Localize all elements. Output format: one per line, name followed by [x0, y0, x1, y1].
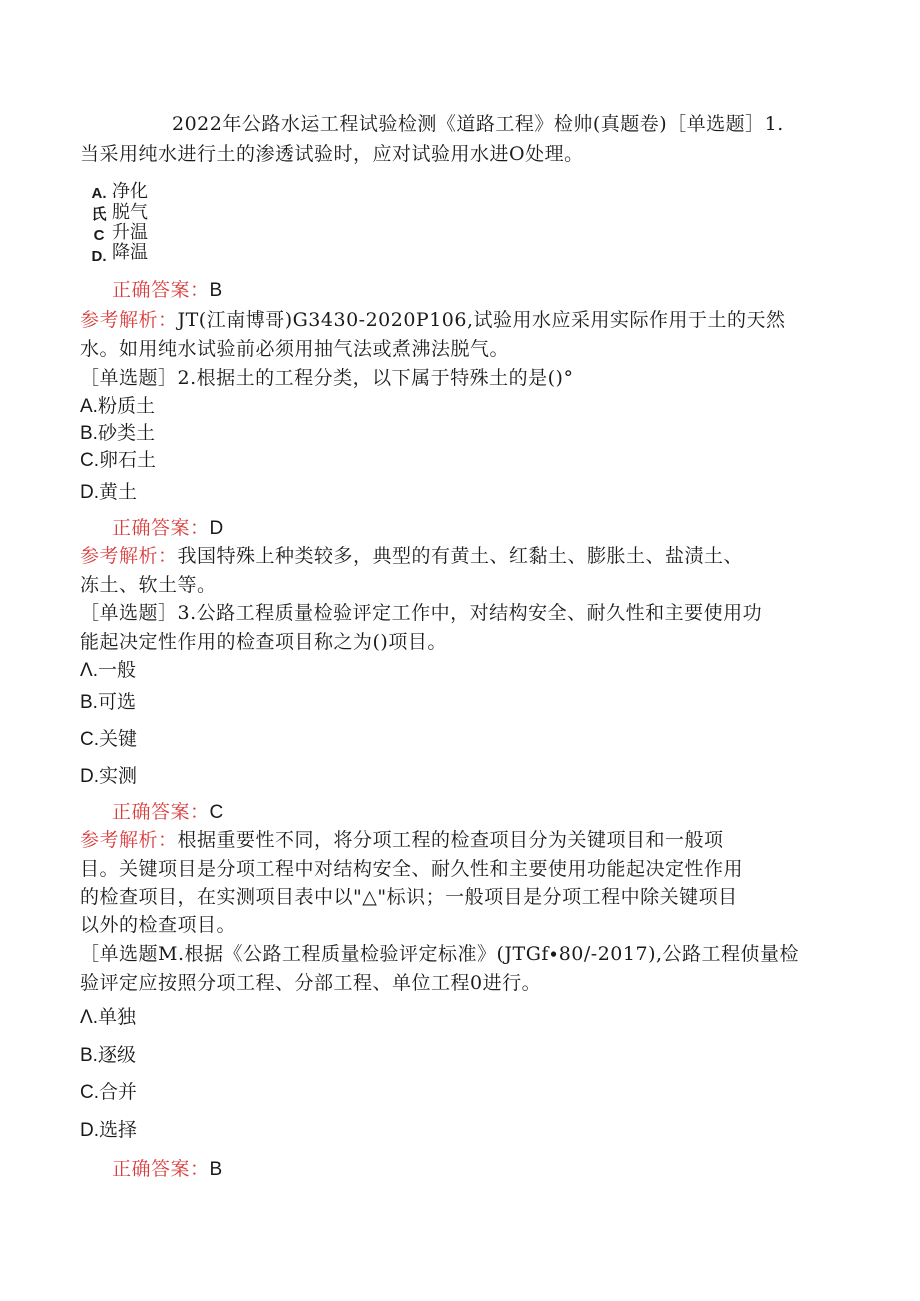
q2-option-c: [80, 446, 156, 475]
q2-analysis-line-2: 冻土、软土等。: [80, 574, 217, 596]
q3-option-d-text: 实测: [99, 765, 138, 787]
document-title-line-1: 2022年公路水运工程试验检测《道路工程》检帅(真题卷)［单选题］1.: [172, 113, 784, 135]
q3-option-c-text: 关键: [99, 728, 138, 750]
q3-option-b: [80, 688, 136, 717]
q1-option-a-text: 净化: [112, 181, 148, 202]
q2-option-c-text: 卵石土: [99, 449, 157, 471]
q4-option-a: [80, 1003, 136, 1032]
q3-analysis-line-3: 的检查项目，在实测项目表中以"△"标识；一般项目是分项工程中除关键项目: [80, 886, 738, 908]
q4-option-a-key: Λ.: [80, 1007, 98, 1028]
q1-option-b-key: 氏: [91, 206, 107, 223]
q4-option-b: [80, 1041, 136, 1070]
question-3-stem-line-1: ［单选题］3.公路工程质量检验评定工作中，对结构安全、耐久性和主要使用功: [80, 602, 763, 624]
q4-option-b-text: 逐级: [97, 1044, 136, 1066]
q4-option-c: [80, 1078, 137, 1107]
q2-option-b-key: B.: [80, 423, 98, 444]
q4-option-d-key: D.: [80, 1120, 99, 1141]
q1-correct-answer: [112, 276, 223, 305]
q4-answer-label: 正确答案：: [112, 1158, 210, 1180]
q2-option-d-key: D.: [80, 482, 99, 503]
q3-option-d-key: D.: [80, 766, 99, 787]
q4-option-c-text: 合并: [99, 1081, 138, 1103]
q1-analysis-line-2: 水。如用纯水试验前必须用抽气法或煮沸法脱气。: [80, 338, 510, 360]
question-1-stem: 当采用纯水进行土的渗透试验时，应对试验用水进O处理。: [80, 143, 584, 165]
q2-answer-label: 正确答案：: [112, 517, 210, 539]
question-1-option-keys: [88, 183, 110, 267]
q4-option-d: [80, 1116, 137, 1145]
q2-option-c-key: C.: [80, 450, 99, 471]
q3-option-c: [80, 725, 137, 754]
q3-analysis-label: 参考解析：: [80, 829, 178, 851]
q3-analysis-text-1: 根据重要性不同，将分项工程的检查项目分为关键项目和一般项: [177, 829, 724, 851]
q4-option-c-key: C.: [80, 1082, 99, 1103]
q1-answer-value: B: [209, 280, 223, 301]
question-3-stem-line-2: 能起决定性作用的检查项目称之为()项目。: [80, 631, 447, 653]
q4-correct-answer: [112, 1155, 223, 1184]
q1-analysis-label: 参考解析：: [80, 309, 178, 331]
q1-answer-label: 正确答案：: [112, 279, 210, 301]
q1-analysis-text-1: JT(江南博哥)G3430-2020P106,试验用水应采用实际作用于土的天然: [177, 309, 786, 331]
q2-option-a-key: A.: [80, 396, 98, 417]
q2-analysis-text-1: 我国特殊上种类较多，典型的有黄土、红黏土、膨胀土、盐渍土、: [177, 545, 744, 567]
q2-option-d-text: 黄土: [99, 481, 138, 503]
q4-option-a-text: 单独: [97, 1006, 136, 1028]
q3-option-b-text: 可选: [97, 691, 136, 713]
q1-option-d-text: 降温: [112, 242, 148, 263]
q1-option-d-key: D.: [91, 248, 107, 265]
q3-answer-value: C: [209, 802, 224, 823]
q4-option-d-text: 选择: [99, 1119, 138, 1141]
q3-option-d: [80, 762, 137, 791]
q3-analysis-line-2: 目。关键项目是分项工程中对结构安全、耐久性和主要使用功能起决定性作用: [80, 858, 744, 880]
q2-answer-value: D: [209, 518, 224, 539]
q2-correct-answer: [112, 514, 224, 543]
q3-option-a-key: Λ.: [80, 660, 98, 681]
q2-option-a: [80, 392, 155, 421]
q2-analysis-line-1: [80, 542, 743, 570]
question-4-stem-line-1: ［单选题M.根据《公路工程质量检验评定标准》(JTGf∙80∕-2017),公路工程侦量检: [80, 943, 800, 965]
q3-correct-answer: [112, 798, 224, 827]
q2-option-b: [80, 419, 155, 448]
question-4-stem-line-2: 验评定应按照分项工程、分部工程、单位工程0进行。: [80, 972, 542, 994]
q3-analysis-line-4: 以外的检查项目。: [80, 914, 237, 936]
q1-option-b-text: 脱气: [112, 202, 148, 223]
q2-option-a-text: 粉质土: [97, 395, 155, 417]
q2-option-d: [80, 478, 137, 507]
q2-analysis-label: 参考解析：: [80, 545, 178, 567]
q1-option-a-key: A.: [91, 185, 107, 202]
q1-option-c-key: C: [93, 227, 105, 244]
q1-analysis-line-1: [80, 306, 786, 334]
question-2-stem: ［单选题］2.根据土的工程分类，以下属于特殊土的是()°: [80, 367, 574, 389]
q3-option-a-text: 一般: [97, 659, 136, 681]
q2-option-b-text: 砂类土: [97, 422, 155, 444]
q3-option-b-key: B.: [80, 692, 98, 713]
q3-option-a: [80, 656, 136, 685]
q1-option-c-text: 升温: [112, 222, 148, 243]
q4-answer-value: B: [209, 1159, 223, 1180]
q3-answer-label: 正确答案：: [112, 801, 210, 823]
q3-option-c-key: C.: [80, 729, 99, 750]
q4-option-b-key: B.: [80, 1045, 98, 1066]
q3-analysis-line-1: [80, 826, 724, 854]
